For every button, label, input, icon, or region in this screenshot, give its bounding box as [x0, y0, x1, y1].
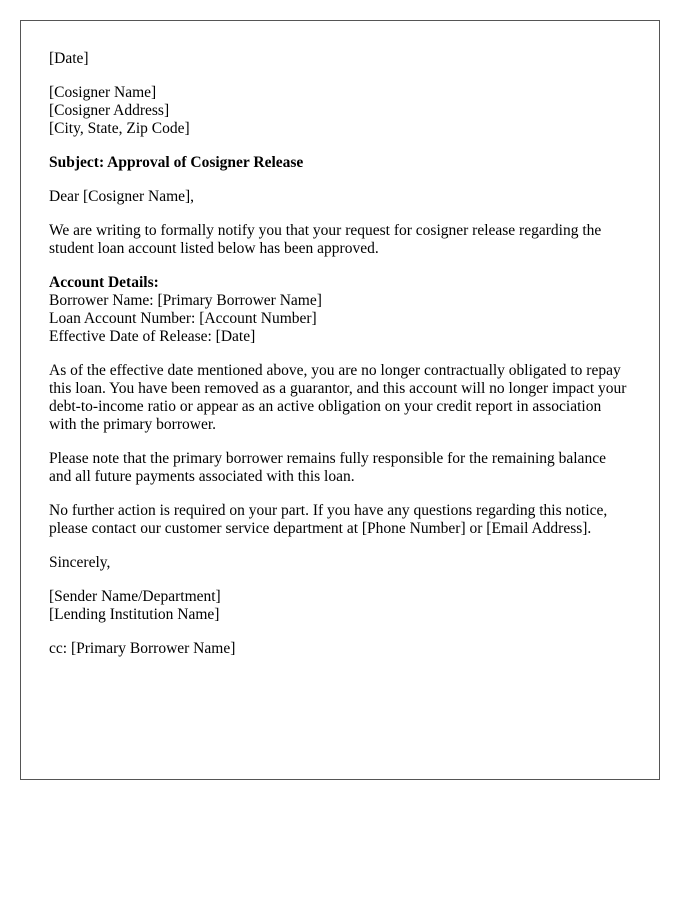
- sender-block: [49, 588, 631, 624]
- note-paragraph: Please note that the primary borrower remains fully responsible for the remaining balance and all future payments associated with this loan.: [49, 450, 606, 485]
- cosigner-city-state-zip: [City, State, Zip Code]: [49, 120, 190, 137]
- obligation-paragraph: As of the effective date mentioned above, you are no longer contractually obligated to repay this loan. You have been removed as a guarantor, and this account will no longer impact your debt-to-income ratio or appear as an active obligation on your credit report in association with the primary borrower.: [49, 362, 627, 433]
- account-details-heading: Account Details:: [49, 274, 159, 291]
- cosigner-address: [Cosigner Address]: [49, 102, 170, 119]
- letter-date: [Date]: [49, 50, 89, 67]
- sender-department: [Sender Name/Department]: [49, 588, 221, 605]
- subject-block: [49, 154, 631, 172]
- cosigner-name: [Cosigner Name]: [49, 84, 157, 101]
- cc-line: cc: [Primary Borrower Name]: [49, 640, 236, 657]
- borrower-name-line: Borrower Name: [Primary Borrower Name]: [49, 292, 322, 309]
- intro-paragraph: We are writing to formally notify you that your request for cosigner release regarding the student loan account listed below has been approved.: [49, 222, 602, 257]
- salutation-block: [49, 188, 631, 206]
- cosigner-address-block: [49, 84, 631, 138]
- letter-page: [20, 20, 660, 780]
- cc-block: [49, 640, 631, 658]
- salutation: Dear [Cosigner Name],: [49, 188, 195, 205]
- sender-institution: [Lending Institution Name]: [49, 606, 220, 623]
- effective-date-line: Effective Date of Release: [Date]: [49, 328, 256, 345]
- loan-account-number-line: Loan Account Number: [Account Number]: [49, 310, 317, 327]
- closing-block: [49, 554, 631, 572]
- account-details-block: [49, 274, 631, 346]
- closing: Sincerely,: [49, 554, 111, 571]
- subject-line: Subject: Approval of Cosigner Release: [49, 154, 304, 171]
- contact-paragraph: No further action is required on your part. If you have any questions regarding this notice, please contact our customer service department at [Phone Number] or [Email Address].: [49, 502, 608, 537]
- date-line: [49, 50, 631, 68]
